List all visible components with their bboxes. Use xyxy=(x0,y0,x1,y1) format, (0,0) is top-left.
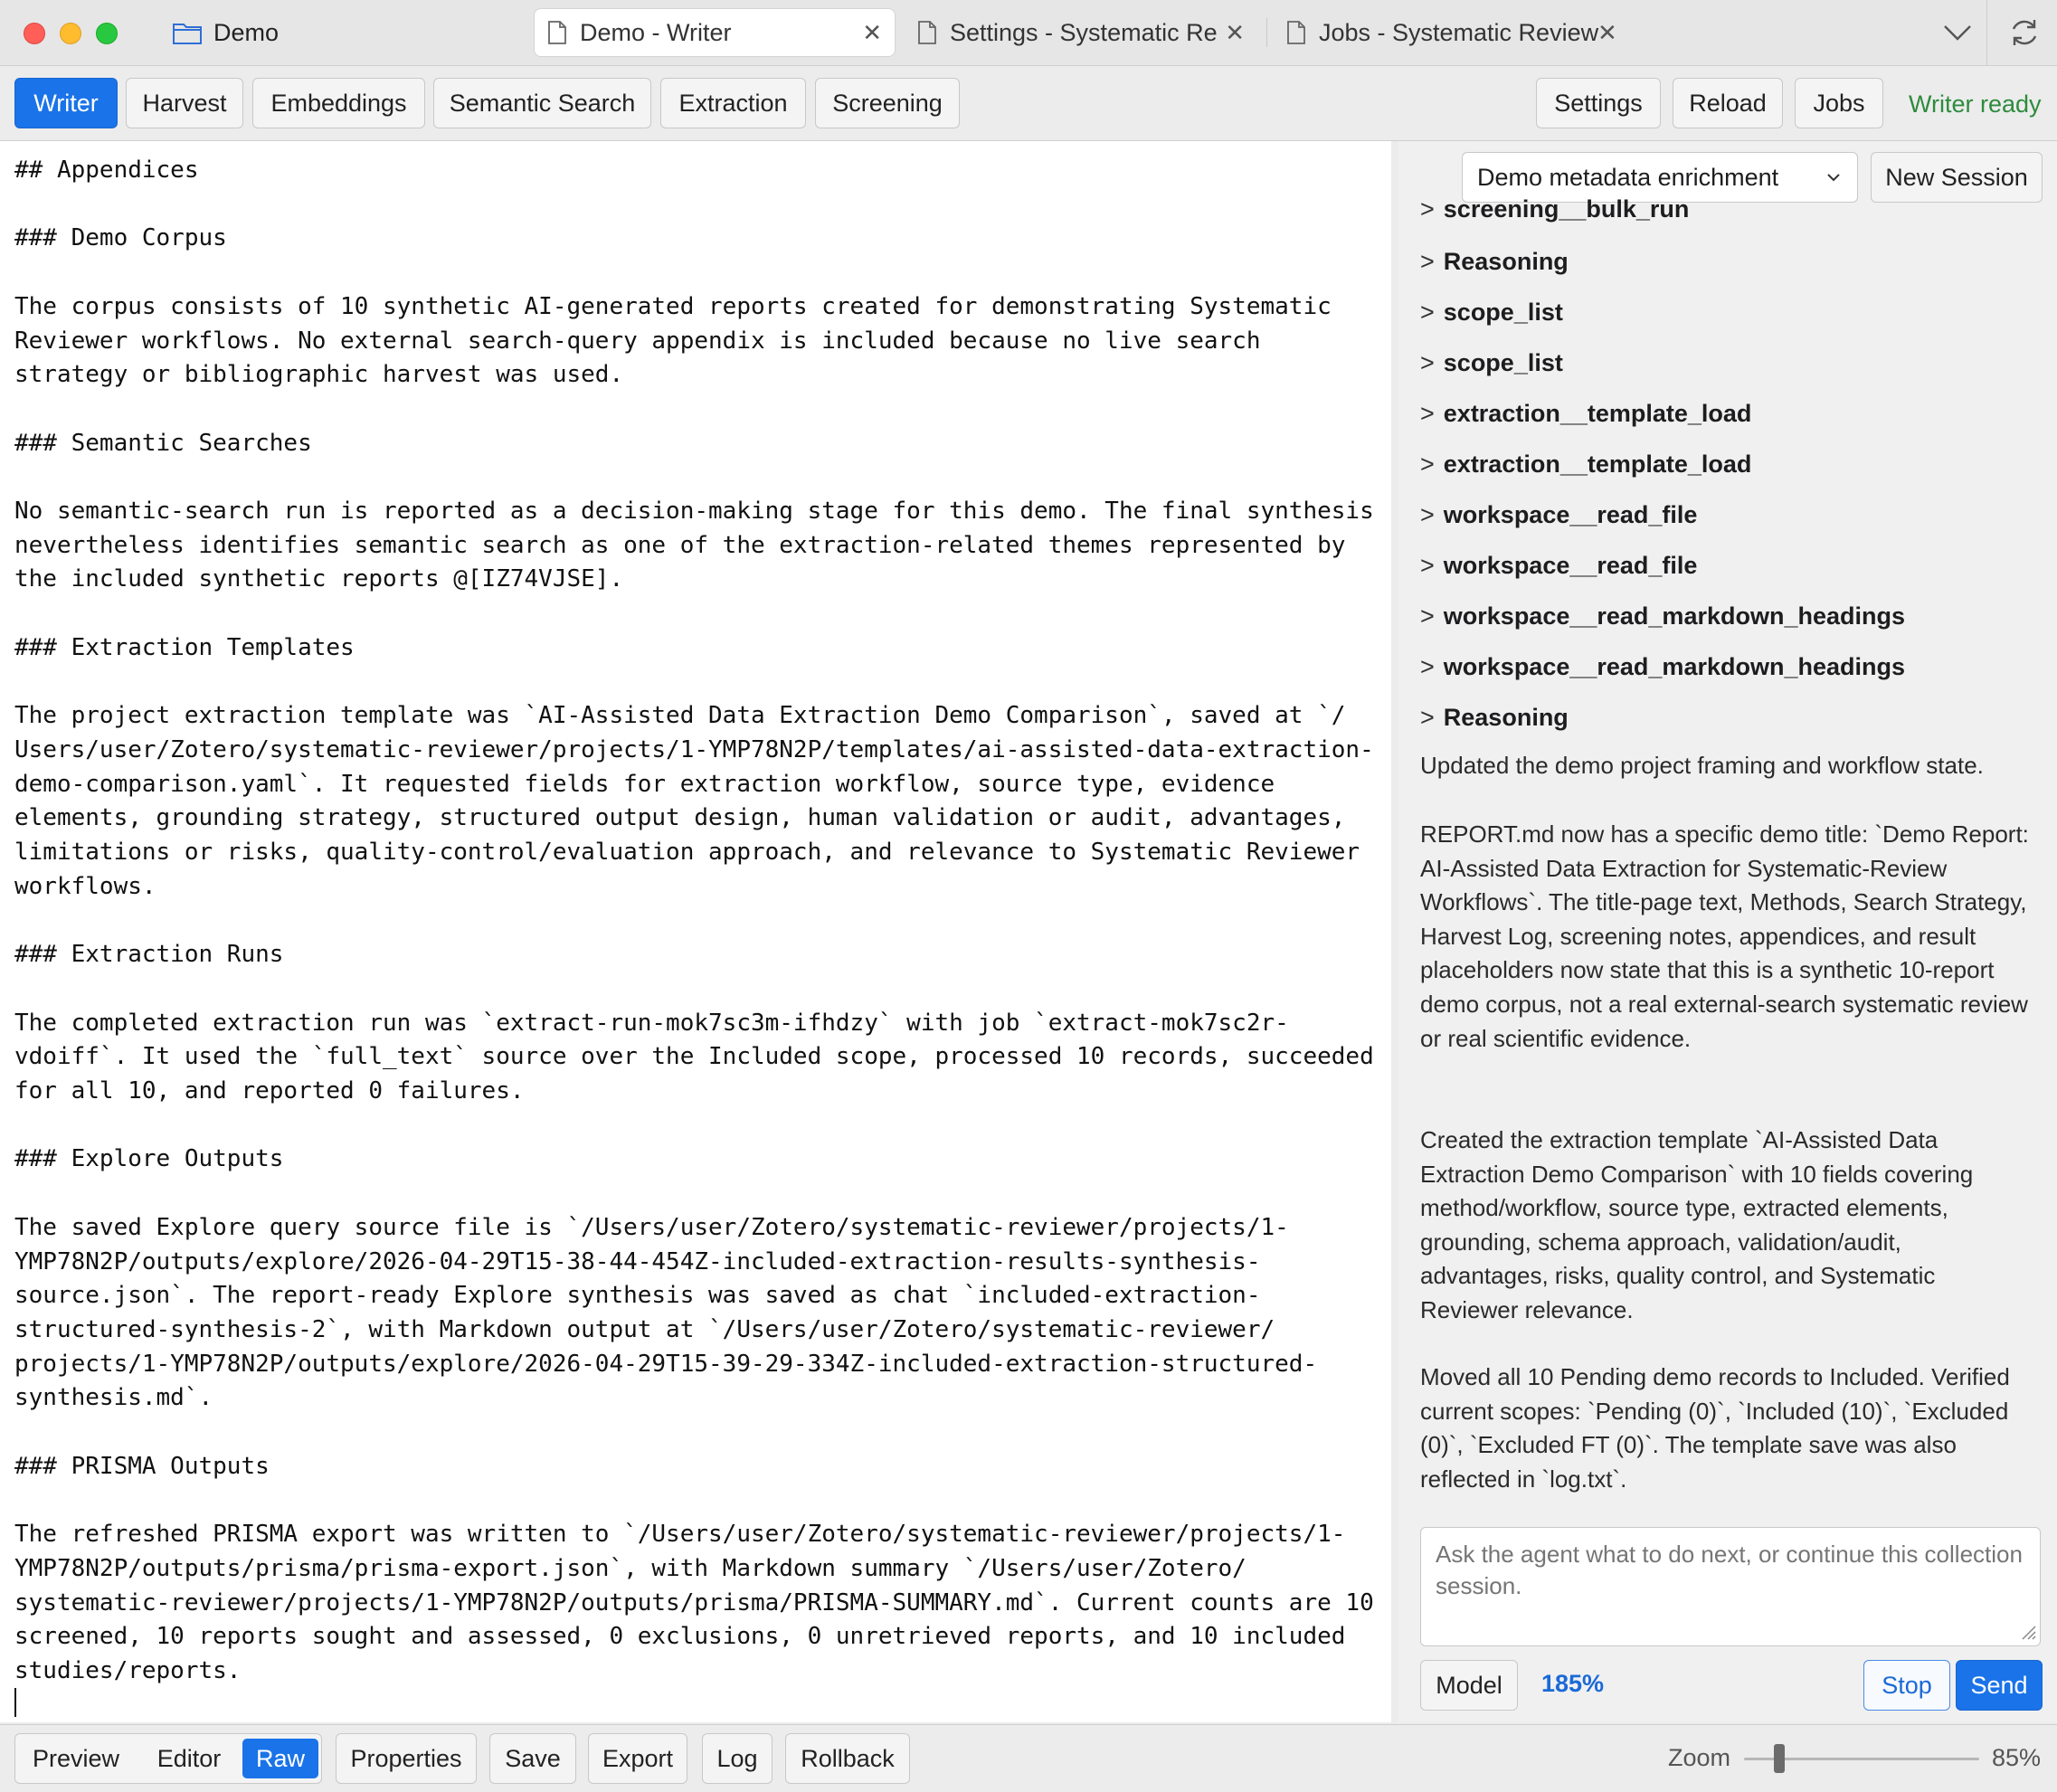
new-session-button[interactable]: New Session xyxy=(1871,152,2043,203)
caret-right-icon: > xyxy=(1420,602,1435,630)
close-icon[interactable]: ✕ xyxy=(862,18,882,46)
export-button[interactable]: Export xyxy=(588,1733,687,1784)
tool-call-label: Reasoning xyxy=(1443,248,1569,275)
session-select-value: Demo metadata enrichment xyxy=(1477,163,1779,191)
stop-button[interactable]: Stop xyxy=(1863,1660,1950,1711)
tool-call-item[interactable] xyxy=(1420,501,1697,529)
chevron-down-icon xyxy=(1825,168,1843,186)
tool-call-item[interactable] xyxy=(1420,653,1905,681)
jobs-button[interactable]: Jobs xyxy=(1795,78,1883,128)
tool-call-label: Reasoning xyxy=(1443,704,1569,731)
tool-call-label: scope_list xyxy=(1443,349,1563,376)
tab-label: Jobs - Systematic Review xyxy=(1319,18,1599,46)
tool-call-item[interactable] xyxy=(1420,349,1563,377)
close-window-button[interactable] xyxy=(24,23,45,44)
raw-editor[interactable] xyxy=(0,141,1392,1722)
reload-button[interactable]: Reload xyxy=(1673,78,1783,128)
caret-right-icon: > xyxy=(1420,349,1435,376)
caret-right-icon: > xyxy=(1420,653,1435,680)
close-icon[interactable]: ✕ xyxy=(1225,18,1245,46)
tab-divider xyxy=(1266,18,1267,47)
tool-call-label: screening__bulk_run xyxy=(1443,195,1690,223)
refresh-icon[interactable] xyxy=(2006,14,2043,51)
preview-mode-button[interactable]: Preview xyxy=(32,1744,120,1772)
embeddings-button[interactable]: Embeddings xyxy=(252,78,425,128)
raw-mode-button[interactable]: Raw xyxy=(242,1739,318,1778)
send-button[interactable]: Send xyxy=(1956,1660,2043,1711)
agent-transcript[interactable] xyxy=(1398,195,2057,1522)
tool-call-label: workspace__read_file xyxy=(1443,552,1698,579)
writer-button[interactable]: Writer xyxy=(14,78,118,128)
tab-settings[interactable] xyxy=(905,8,1257,57)
caret-right-icon: > xyxy=(1420,195,1435,223)
reasoning-item[interactable] xyxy=(1420,704,1569,732)
assistant-message: Created the extraction template `AI-Assisted Data Extraction Demo Comparison` with 10 fields covering method/workflow, source type, extracted elements, grounding, schema approach, validation/audit, advantages, risks, quality control, and Systematic Reviewer relevance. xyxy=(1420,1126,1974,1323)
editor-divider[interactable] xyxy=(1391,141,1397,1722)
properties-button[interactable]: Properties xyxy=(336,1733,477,1784)
folder-tab[interactable] xyxy=(172,14,279,51)
reasoning-item[interactable] xyxy=(1420,248,1569,276)
close-icon[interactable]: ✕ xyxy=(1597,18,1617,46)
editor-content[interactable]: ## Appendices ### Demo Corpus The corpus consists of 10 synthetic AI-generated reports created for demonstrating Systematic Reviewer workflows. No external search-query appendix is included because no live search strategy or bibliographic harvest was used. ### Semantic Searches No semantic-search run is reported as a decision-making stage for this demo. The final synthesis nevertheless identifies semantic search as one of the extraction-related themes represented by the included synthetic reports @[IZ74VJSE]. ### Extraction Templates The project extraction template was `AI-Assisted Data Extraction Demo Comparison`, saved at `/ Users/user/Zotero/systematic-reviewer/projects/1-YMP78N2P/templates/ai-assisted-data-extraction- demo-comparison.yaml`. It requested fields for extraction workflow, source type, evidence elements, grounding strategy, structured output design, human validation or audit, advantages, limitations or risks, quality-control/evaluation approach, and relevance to Systematic Reviewer workflows. ### Extraction Runs The completed extraction run was `extract-run-mok7sc3m-ifhdzy` with job `extract-mok7sc2r- vdoiff`. It used the `full_text` source over the Included scope, processed 10 records, succeeded for all 10, and reported 0 failures. ### Explore Outputs The saved Explore query source file is `/Users/user/Zotero/systematic-reviewer/projects/1- YMP78N2P/outputs/explore/2026-04-29T15-38-44-454Z-included-extraction-results-synthesis- source.json`. The report-ready Explore synthesis was saved as chat `included-extraction- structured-synthesis-2`, with Markdown output at `/Users/user/Zotero/systematic-reviewer/ projects/1-YMP78N2P/outputs/explore/2026-04-29T15-39-29-334Z-included-extraction-structured- synthesis.md`. ### PRISMA Outputs The refreshed PRISMA export was written to `/Users/user/Zotero/systematic-reviewer/projects/1- YMP78N2P/outputs/prisma/prisma-export.json`, with Markdown summary `/Users/user/Zotero/ systematic-reviewer/projects/1-YMP78N2P/outputs/prisma/PRISMA-SUMMARY.md`. Current counts are 10 screened, 10 reports sought and assessed, 0 exclusions, 0 unretrieved reports, and 10 included studies/reports. xyxy=(14,156,1374,1684)
caret-right-icon: > xyxy=(1420,552,1435,579)
tab-label: Demo - Writer xyxy=(580,18,732,46)
editor-mode-button[interactable]: Editor xyxy=(156,1744,222,1772)
tool-call-item[interactable] xyxy=(1420,195,1689,223)
tab-label: Settings - Systematic Re xyxy=(950,18,1218,46)
resize-grip-icon[interactable] xyxy=(2021,1625,2037,1641)
window-titlebar xyxy=(0,0,2057,66)
folder-tab-label: Demo xyxy=(213,18,280,46)
document-icon xyxy=(917,20,937,45)
context-usage: 185% xyxy=(1541,1670,1605,1697)
zoom-value: 85% xyxy=(1992,1744,2042,1771)
minimize-window-button[interactable] xyxy=(60,23,81,44)
caret-right-icon: > xyxy=(1420,450,1435,478)
assistant-message: REPORT.md now has a specific demo title: `Demo Report: AI-Assisted Data Extraction for Systematic-Review Workflows`. The title-page text, Methods, Search Strategy, Harvest Log, screening notes, appendices, and result placeholders now state that this is a synthetic 10-report demo corpus, not a real external-search systematic review or real scientific evidence. xyxy=(1420,820,2029,1052)
caret-right-icon: > xyxy=(1420,248,1435,275)
document-icon xyxy=(547,20,567,45)
semantic-search-button[interactable]: Semantic Search xyxy=(433,78,651,128)
zoom-label: Zoom xyxy=(1668,1744,1731,1771)
tool-call-item[interactable] xyxy=(1420,400,1751,428)
zoom-slider-thumb[interactable] xyxy=(1774,1744,1785,1773)
folder-icon xyxy=(172,20,203,45)
tool-call-label: scope_list xyxy=(1443,299,1563,326)
tool-call-label: extraction__template_load xyxy=(1443,450,1752,478)
titlebar-divider xyxy=(1986,0,1987,65)
tool-call-label: workspace__read_markdown_headings xyxy=(1443,653,1905,680)
model-button[interactable]: Model xyxy=(1420,1660,1518,1711)
tab-demo-writer[interactable] xyxy=(534,8,896,57)
harvest-button[interactable]: Harvest xyxy=(126,78,243,128)
save-button[interactable]: Save xyxy=(489,1733,576,1784)
rollback-button[interactable]: Rollback xyxy=(785,1733,910,1784)
tool-call-label: workspace__read_file xyxy=(1443,501,1698,528)
screening-button[interactable]: Screening xyxy=(815,78,960,128)
agent-prompt-input[interactable] xyxy=(1420,1527,2041,1646)
caret-right-icon: > xyxy=(1420,501,1435,528)
extraction-button[interactable]: Extraction xyxy=(660,78,806,128)
tool-call-item[interactable] xyxy=(1420,602,1905,631)
settings-button[interactable]: Settings xyxy=(1536,78,1661,128)
caret-right-icon: > xyxy=(1420,704,1435,731)
document-icon xyxy=(1286,20,1306,45)
caret-right-icon: > xyxy=(1420,299,1435,326)
tool-call-label: workspace__read_markdown_headings xyxy=(1443,602,1905,630)
status-text: Writer ready xyxy=(1909,90,2042,118)
tool-call-item[interactable] xyxy=(1420,552,1697,580)
assistant-message: Updated the demo project framing and workflow state. xyxy=(1420,752,1984,779)
assistant-message: Moved all 10 Pending demo records to Included. Verified current scopes: `Pending (0)`, `Included (10)`, `Excluded (0)`, `Excluded FT (0)`. The template save was also reflected in `log.txt`. xyxy=(1420,1363,2010,1493)
log-button[interactable]: Log xyxy=(702,1733,773,1784)
tool-call-item[interactable] xyxy=(1420,450,1751,479)
chevron-down-icon[interactable] xyxy=(1941,16,1974,49)
tab-jobs[interactable] xyxy=(1274,8,1626,57)
tool-call-label: extraction__template_load xyxy=(1443,400,1752,427)
tool-call-item[interactable] xyxy=(1420,299,1563,327)
zoom-window-button[interactable] xyxy=(96,23,118,44)
text-cursor xyxy=(14,1688,16,1717)
caret-right-icon: > xyxy=(1420,400,1435,427)
